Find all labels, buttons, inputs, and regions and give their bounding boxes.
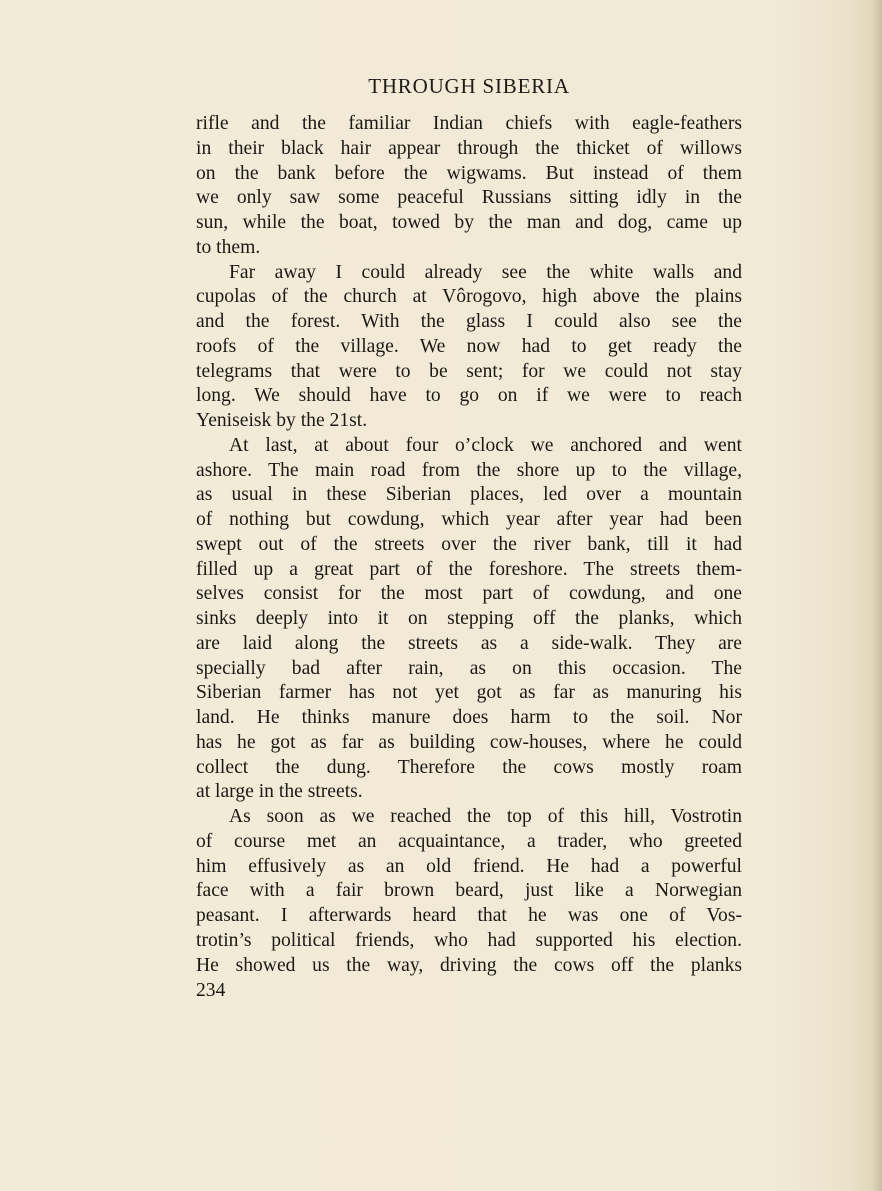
- text-line: of course met an acquaintance, a trader, who greeted: [196, 830, 742, 852]
- text-line: selves consist for the most part of cowdung, and one: [196, 583, 742, 605]
- text-line: in their black hair appear through the thicket of willows: [196, 137, 742, 159]
- text-line: ashore. The main road from the shore up to the village,: [196, 459, 742, 481]
- text-line: Far away I could already see the white walls and: [229, 261, 742, 283]
- text-line: are laid along the streets as a side-walk. They are: [196, 632, 742, 654]
- text-line: peasant. I afterwards heard that he was one of Vos-: [196, 905, 742, 926]
- text-line: as usual in these Siberian places, led over a mountain: [196, 484, 742, 506]
- text-line: at large in the streets.: [196, 781, 363, 803]
- body-text: [196, 112, 742, 978]
- text-line: roofs of the village. We now had to get ready the: [196, 335, 742, 357]
- text-line: specially bad after rain, as on this occasion. The: [196, 657, 742, 679]
- page-number: 234: [196, 980, 226, 1001]
- page-edge-shadow: [872, 0, 882, 1191]
- text-line: and the forest. With the glass I could also see the: [196, 311, 742, 332]
- text-line: long. We should have to go on if we were to reach: [196, 385, 742, 407]
- text-line: sinks deeply into it on stepping off the planks, which: [196, 608, 742, 629]
- text-line: trotin’s political friends, who had supported his election.: [196, 929, 742, 951]
- text-line: on the bank before the wigwams. But instead of them: [196, 162, 742, 184]
- text-line: telegrams that were to be sent; for we could not stay: [196, 360, 742, 382]
- text-line: cupolas of the church at Vôrogovo, high above the plains: [196, 286, 742, 308]
- text-line: has he got as far as building cow-houses, where he could: [196, 731, 742, 753]
- text-line: Siberian farmer has not yet got as far as manuring his: [196, 682, 742, 704]
- text-line: face with a fair brown beard, just like a Norwegian: [196, 880, 742, 902]
- text-line: filled up a great part of the foreshore. The streets them-: [196, 558, 742, 580]
- text-line: him effusively as an old friend. He had a powerful: [196, 855, 742, 877]
- text-line: As soon as we reached the top of this hill, Vostrotin: [229, 806, 742, 827]
- text-line: of nothing but cowdung, which year after year had been: [196, 509, 742, 530]
- text-line: At last, at about four o’clock we anchored and went: [229, 434, 742, 456]
- text-line: swept out of the streets over the river bank, till it had: [196, 533, 742, 555]
- text-line: land. He thinks manure does harm to the soil. Nor: [196, 707, 742, 728]
- text-line: collect the dung. Therefore the cows mostly roam: [196, 756, 742, 778]
- text-line: rifle and the familiar Indian chiefs with eagle-feathers: [196, 113, 742, 134]
- text-line: He showed us the way, driving the cows off the planks: [196, 954, 742, 976]
- text-line: Yeniseisk by the 21st.: [196, 410, 368, 431]
- text-line: we only saw some peaceful Russians sitting idly in the: [196, 187, 742, 209]
- running-head: THROUGH SIBERIA: [368, 74, 570, 98]
- text-line: to them.: [196, 236, 261, 258]
- text-line: sun, while the boat, towed by the man and dog, came up: [196, 212, 742, 233]
